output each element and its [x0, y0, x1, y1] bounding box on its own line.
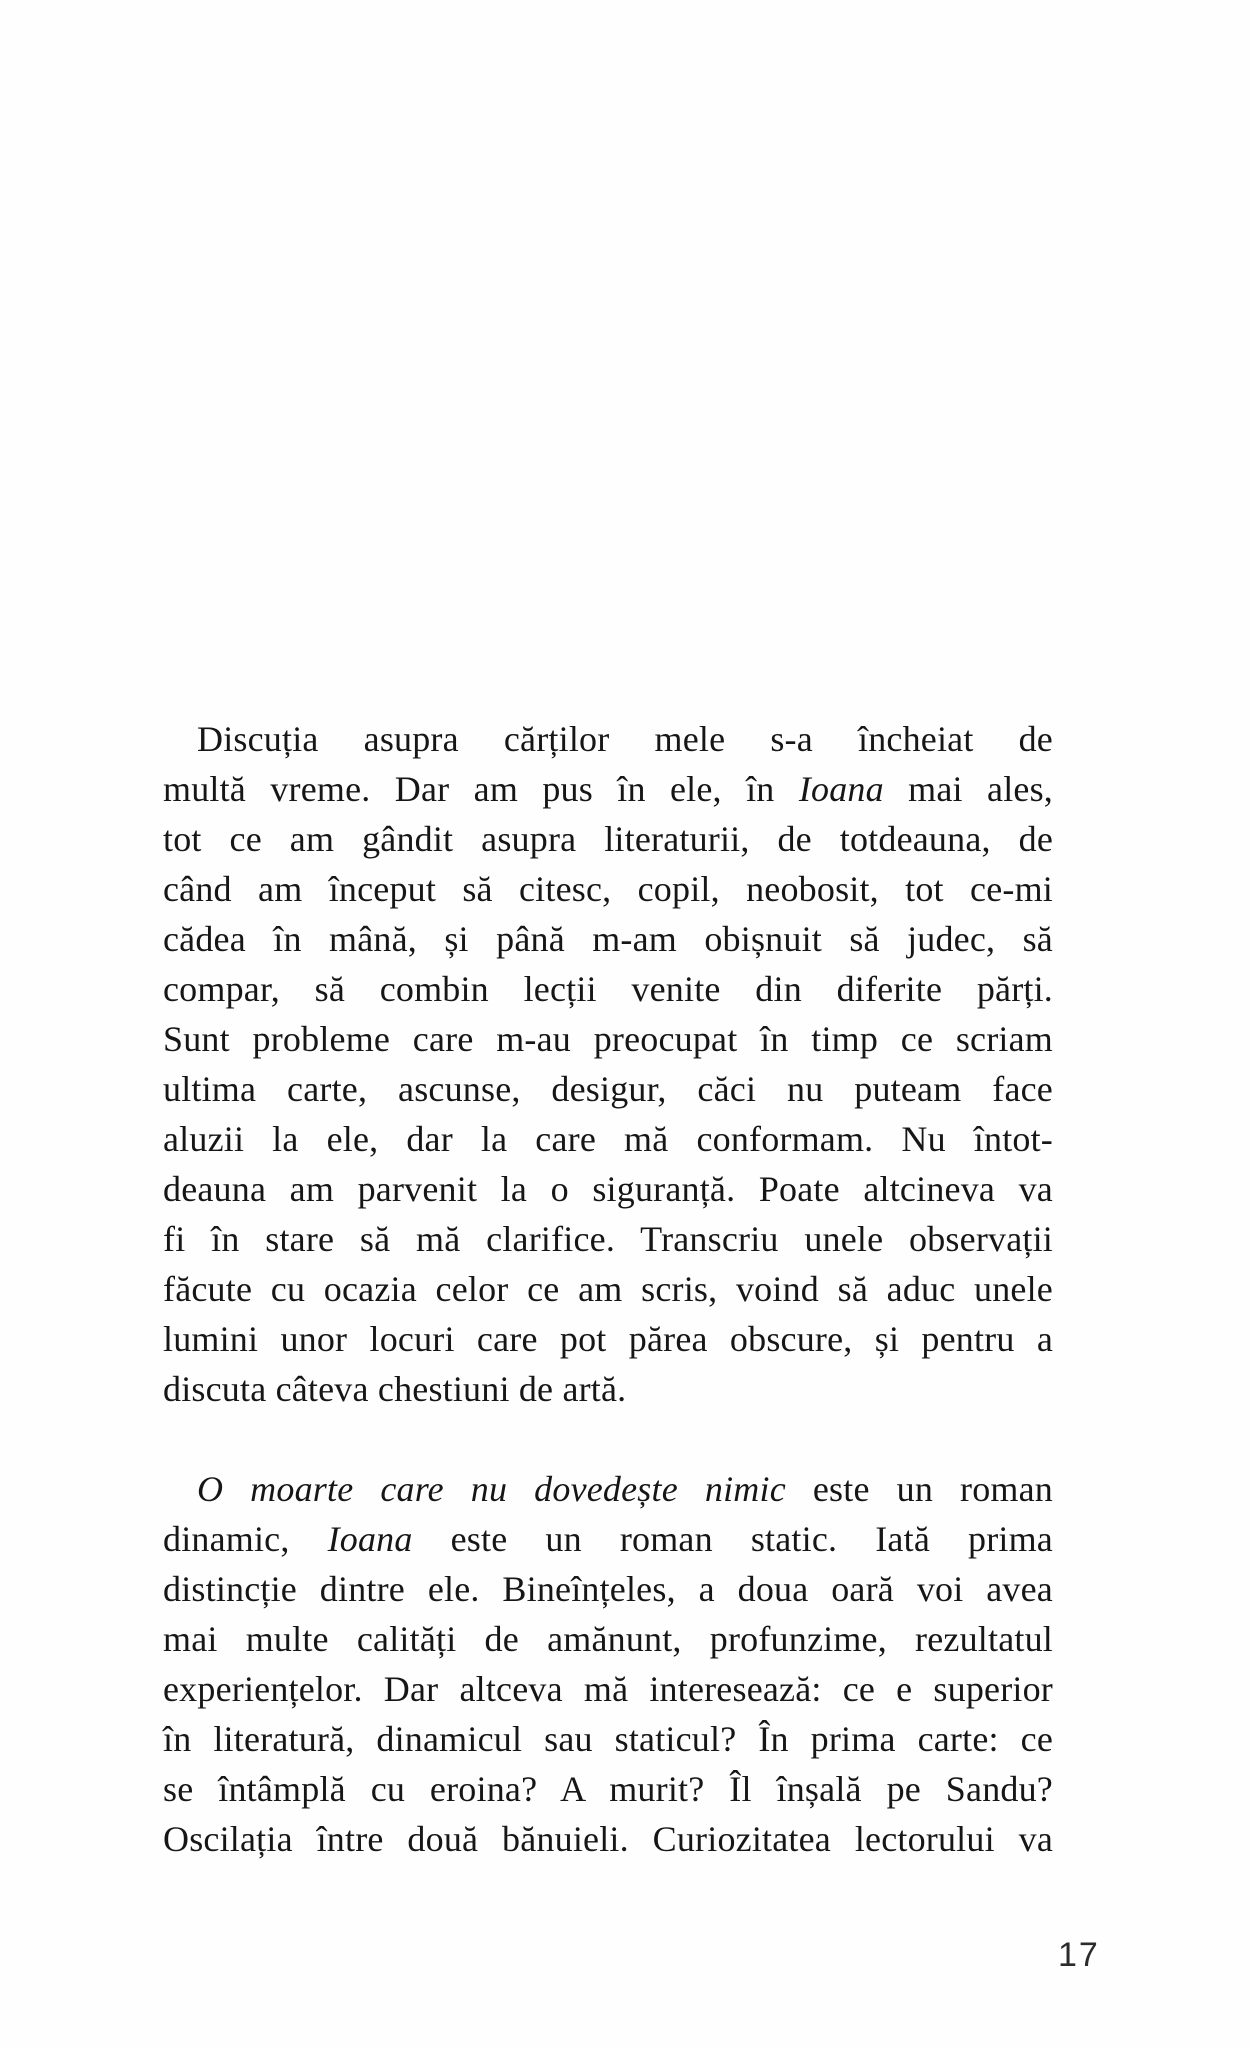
text-line — [163, 1764, 1053, 1814]
text-segment: deauna am parvenit la o siguranță. Poate altcineva va — [163, 1169, 1053, 1209]
text-segment: mai multe calități de amănunt, profunzime, rezultatul — [163, 1619, 1053, 1659]
book-title-italic: Ioana — [327, 1519, 413, 1559]
text-segment: în literatură, dinamicul sau staticul? În prima carte: ce — [163, 1719, 1053, 1759]
book-title-italic: O moarte care nu dovedește nimic — [197, 1469, 786, 1509]
text-line — [163, 1064, 1053, 1114]
text-segment: dinamic, — [163, 1519, 328, 1559]
text-line — [163, 1014, 1053, 1064]
text-segment: ultima carte, ascunse, desigur, căci nu puteam face — [163, 1069, 1053, 1109]
text-segment: se întâmplă cu eroina? A murit? Îl înșală pe Sandu? — [163, 1769, 1053, 1809]
paragraph — [163, 714, 1053, 1414]
text-line — [163, 1214, 1053, 1264]
text-segment: cădea în mână, și până m-am obișnuit să judec, să — [163, 919, 1053, 959]
text-segment: Discuția asupra cărților mele s-a încheiat de — [197, 719, 1053, 759]
text-segment: Oscilația între două bănuieli. Curiozitatea lectorului va — [163, 1819, 1053, 1859]
text-line — [163, 1814, 1053, 1864]
text-line — [163, 864, 1053, 914]
text-line — [163, 1164, 1053, 1214]
text-segment: Sunt probleme care m-au preocupat în timp ce scriam — [163, 1019, 1053, 1059]
text-line — [163, 1364, 1053, 1414]
text-line — [163, 1564, 1053, 1614]
text-segment: făcute cu ocazia celor ce am scris, voind să aduc unele — [163, 1269, 1053, 1309]
text-line — [163, 1314, 1053, 1364]
text-line — [163, 764, 1053, 814]
text-line — [163, 714, 1053, 764]
paragraph — [163, 1464, 1053, 1864]
text-line — [163, 1264, 1053, 1314]
text-segment: discuta câteva chestiuni de artă. — [163, 1369, 627, 1409]
text-segment: fi în stare să mă clarifice. Transcriu unele observații — [163, 1219, 1053, 1259]
text-segment: aluzii la ele, dar la care mă conformam. Nu întot- — [163, 1119, 1053, 1159]
text-segment: experiențelor. Dar altceva mă interesează: ce e superior — [163, 1669, 1053, 1709]
text-segment: lumini unor locuri care pot părea obscure, și pentru a — [163, 1319, 1053, 1359]
text-segment: multă vreme. Dar am pus în ele, în — [163, 769, 799, 809]
text-line — [163, 1664, 1053, 1714]
page-number: 17 — [1058, 1936, 1100, 1974]
text-line — [163, 1614, 1053, 1664]
text-line — [163, 964, 1053, 1014]
text-segment: distincție dintre ele. Bineînțeles, a doua oară voi avea — [163, 1569, 1053, 1609]
book-title-italic: Ioana — [798, 769, 884, 809]
text-line — [163, 1464, 1053, 1514]
text-segment: tot ce am gândit asupra literaturii, de totdeauna, de — [163, 819, 1053, 859]
text-line — [163, 1714, 1053, 1764]
text-segment: compar, să combin lecții venite din diferite părți. — [163, 969, 1053, 1009]
text-line — [163, 1114, 1053, 1164]
text-line — [163, 1514, 1053, 1564]
text-segment: este un roman static. Iată prima — [412, 1519, 1053, 1559]
text-segment: este un roman — [785, 1469, 1053, 1509]
text-line — [163, 814, 1053, 864]
text-segment: mai ales, — [883, 769, 1054, 809]
text-segment: când am început să citesc, copil, neobosit, tot ce-mi — [163, 869, 1053, 909]
text-block — [163, 714, 1053, 1864]
text-line — [163, 914, 1053, 964]
